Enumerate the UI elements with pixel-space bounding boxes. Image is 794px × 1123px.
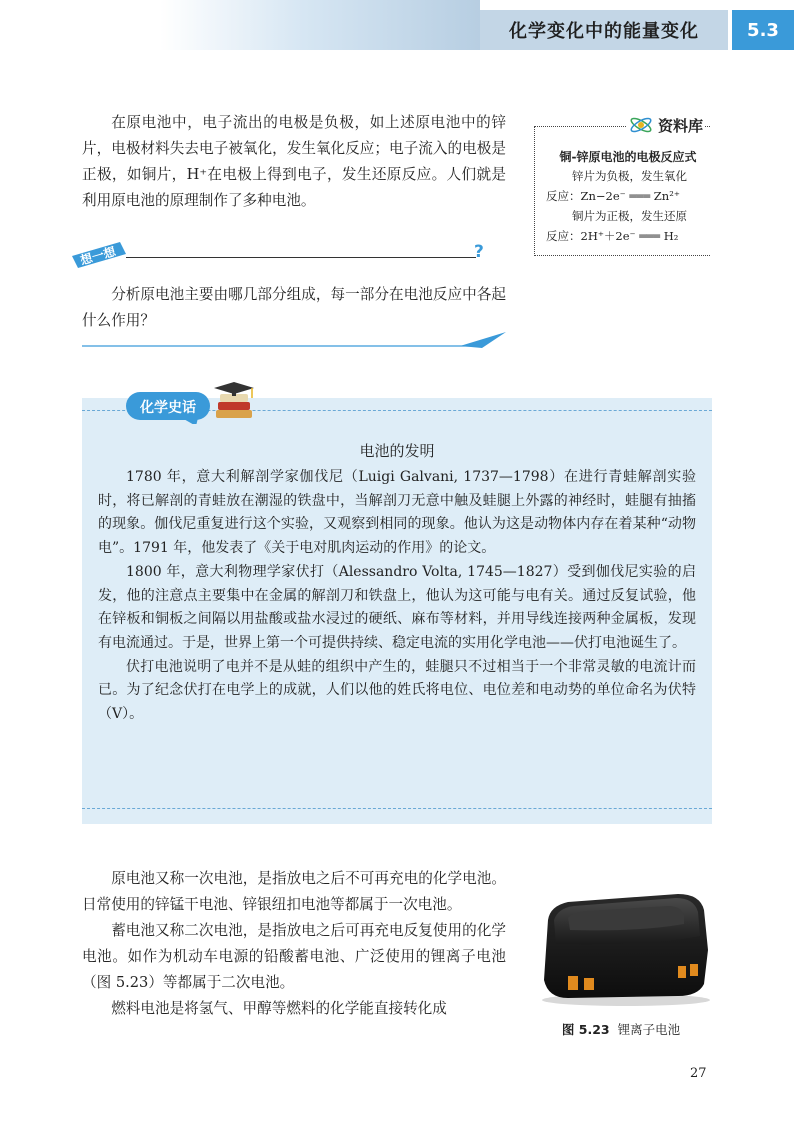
history-tag-text: 化学史话	[140, 400, 196, 416]
history-dash-bottom	[82, 808, 712, 809]
think-text: 分析原电池主要由哪几部分组成，每一部分在电池反应中各起什么作用？	[82, 286, 506, 329]
history-body	[98, 466, 696, 727]
history-paragraph: 1800 年，意大利物理学家伏打（Alessandro Volta, 1745—1827）受到伽伐尼实验的启发，他的注意点主要集中在金属的解剖刀和铁盘上，他认为这可能与电有关。通过反复试验，他在锌板和铜板之间隔以用盐酸或盐水浸过的硬纸、麻布等材料，并用导线连接两种金属板，发现有电流通过。于是，世界上第一个可提供持续、稳定电流的实用化学电池——伏打电池诞生了。	[98, 563, 696, 651]
history-paragraph: 伏打电池说明了电并不是从蛙的组织中产生的，蛙腿只不过相当于一个非常灵敏的电流计而已。为了纪念伏打在电学上的成就，人们以他的姓氏将电位、电位差和电动势的单位命名为伏特（V）。	[98, 658, 696, 723]
books-icon	[208, 380, 258, 424]
think-tag-text: 想一想	[78, 244, 118, 268]
sidebar-line: 锌片为负极，发生氧化	[572, 169, 687, 183]
lower-paragraph: 原电池又称一次电池，是指放电之后不可再充电的化学电池。日常使用的锌锰干电池、锌银纽扣电池等都属于一次电池。	[82, 870, 506, 913]
atom-icon	[628, 114, 654, 136]
sidebar-heading	[626, 114, 705, 136]
figure-label: 图 5.23	[561, 1022, 610, 1037]
sidebar-title: 铜-锌原电池的电极反应式	[559, 150, 697, 164]
section-number: 5.3	[732, 10, 794, 50]
chapter-title: 化学变化中的能量变化	[480, 10, 728, 50]
sidebar-line: 反应：2H⁺＋2e⁻ ═══ H₂	[546, 229, 679, 243]
intro-paragraph	[82, 110, 506, 214]
page-number: 27	[690, 1066, 707, 1081]
lithium-battery-image	[528, 880, 718, 1010]
think-top-rule	[126, 257, 476, 258]
question-mark-icon: ?	[474, 242, 484, 262]
think-bottom-arrow	[82, 326, 506, 350]
figure-caption-text: 锂离子电池	[617, 1022, 681, 1037]
intro-text: 在原电池中，电子流出的电极是负极，如上述原电池中的锌片，电极材料失去电子被氧化，发生氧化反应；电子流入的电极是正极，如铜片，H⁺在电极上得到电子，发生还原反应。人们就是利用原电池的原理制作了多种电池。	[82, 114, 506, 209]
lower-paragraph: 蓄电池又称二次电池，是指放电之后可再充电反复使用的化学电池。如作为机动车电源的铅酸蓄电池、广泛使用的锂离子电池（图 5.23）等都属于二次电池。	[82, 922, 506, 991]
sidebar-line: 反应：Zn−2e⁻ ═══ Zn²⁺	[546, 189, 680, 203]
header-gradient	[160, 0, 480, 50]
sidebar-heading-text: 资料库	[658, 116, 704, 135]
think-tag-shape	[70, 238, 128, 268]
lower-paragraph: 燃料电池是将氢气、甲醇等燃料的化学能直接转化成	[111, 1000, 447, 1017]
lower-body	[82, 866, 506, 1022]
history-title: 电池的发明	[359, 442, 435, 460]
sidebar-line: 铜片为正极，发生还原	[572, 209, 687, 223]
figure-caption	[536, 1020, 706, 1038]
history-paragraph: 1780 年，意大利解剖学家伽伐尼（Luigi Galvani, 1737—1798）在进行青蛙解剖实验时，将已解剖的青蛙放在潮湿的铁盘中，当解剖刀无意中触及蛙腿上外露的神经时，蛙腿有抽搐的现象。伽伐尼重复进行这个实验，又观察到相同的现象。他认为这是动物体内存在着某种“动物电”。1791 年，他发表了《关于电对肌肉运动的作用》的论文。	[98, 469, 696, 557]
